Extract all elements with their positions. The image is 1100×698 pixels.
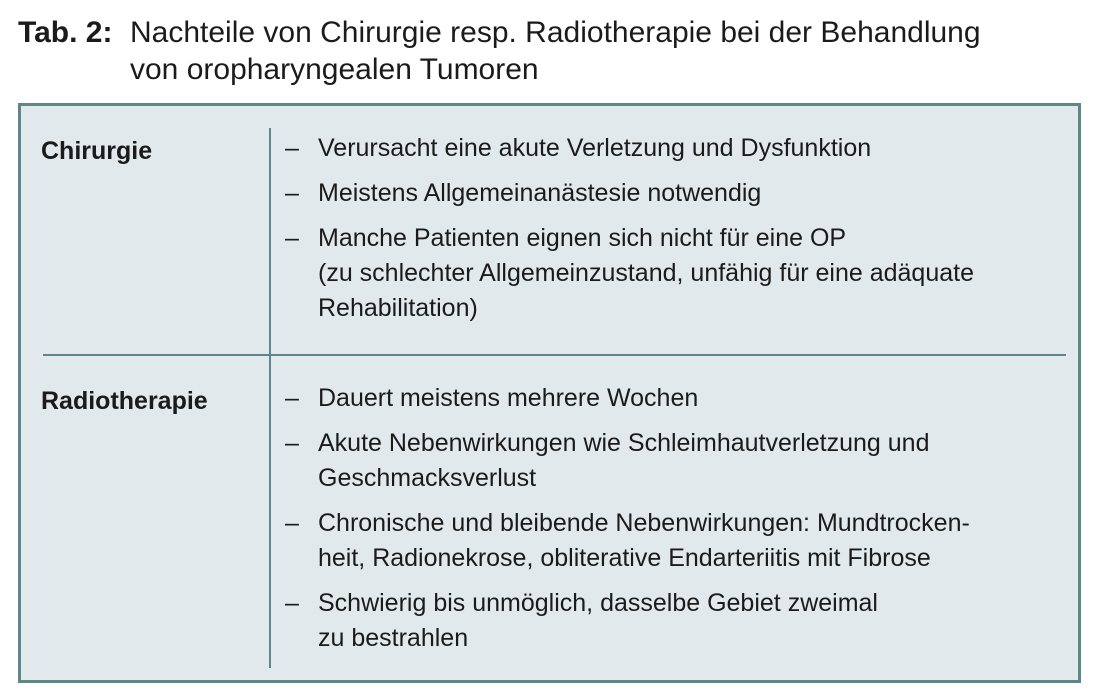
dash-bullet: – — [285, 179, 299, 207]
list-item — [285, 221, 1075, 326]
dash-bullet: – — [285, 429, 299, 457]
table-caption — [18, 14, 1088, 88]
item-text-line: heit, Radionekrose, obliterative Endarteriitis mit Fibrose — [318, 544, 931, 572]
caption-title-line: Nachteile von Chirurgie resp. Radiotherapie bei der Behandlung — [130, 16, 981, 49]
row-divider — [43, 354, 1066, 356]
dash-bullet: – — [285, 384, 299, 412]
item-text-line: Meistens Allgemeinanästesie notwendig — [318, 179, 762, 207]
row-label-radiotherapie: Radiotherapie — [41, 387, 208, 415]
dash-bullet: – — [285, 589, 299, 617]
list-item — [285, 176, 1075, 211]
item-text-line: Geschmacksverlust — [318, 464, 537, 492]
item-text-line: Chronische und bleibende Nebenwirkungen: Mundtrocken- — [318, 509, 970, 537]
radiotherapie-list — [285, 381, 1075, 666]
column-divider — [269, 128, 271, 668]
list-item — [285, 131, 1075, 166]
disadvantages-table — [18, 103, 1081, 683]
item-text-line: Akute Nebenwirkungen wie Schleimhautverletzung und — [318, 429, 930, 457]
chirurgie-list — [285, 131, 1075, 336]
item-text-line: Dauert meistens mehrere Wochen — [318, 384, 699, 412]
caption-row — [18, 14, 1088, 88]
item-text-line: zu bestrahlen — [318, 624, 469, 652]
list-item — [285, 506, 1075, 576]
caption-title — [130, 14, 1088, 88]
item-text-line: (zu schlechter Allgemeinzustand, unfähig für eine adäquate — [318, 259, 974, 287]
item-text-line: Schwierig bis unmöglich, dasselbe Gebiet zweimal — [318, 589, 878, 617]
list-item — [285, 586, 1075, 656]
list-item — [285, 381, 1075, 416]
dash-bullet: – — [285, 509, 299, 537]
dash-bullet: – — [285, 224, 299, 252]
dash-bullet: – — [285, 134, 299, 162]
item-text-line: Manche Patienten eignen sich nicht für eine OP — [318, 224, 847, 252]
caption-title-line: von oropharyngealen Tumoren — [130, 53, 539, 86]
row-label-chirurgie: Chirurgie — [41, 137, 153, 165]
item-text-line: Verursacht eine akute Verletzung und Dysfunktion — [318, 134, 872, 162]
list-item — [285, 426, 1075, 496]
item-text-line: Rehabilitation) — [318, 294, 478, 322]
caption-label: Tab. 2: — [18, 16, 113, 49]
